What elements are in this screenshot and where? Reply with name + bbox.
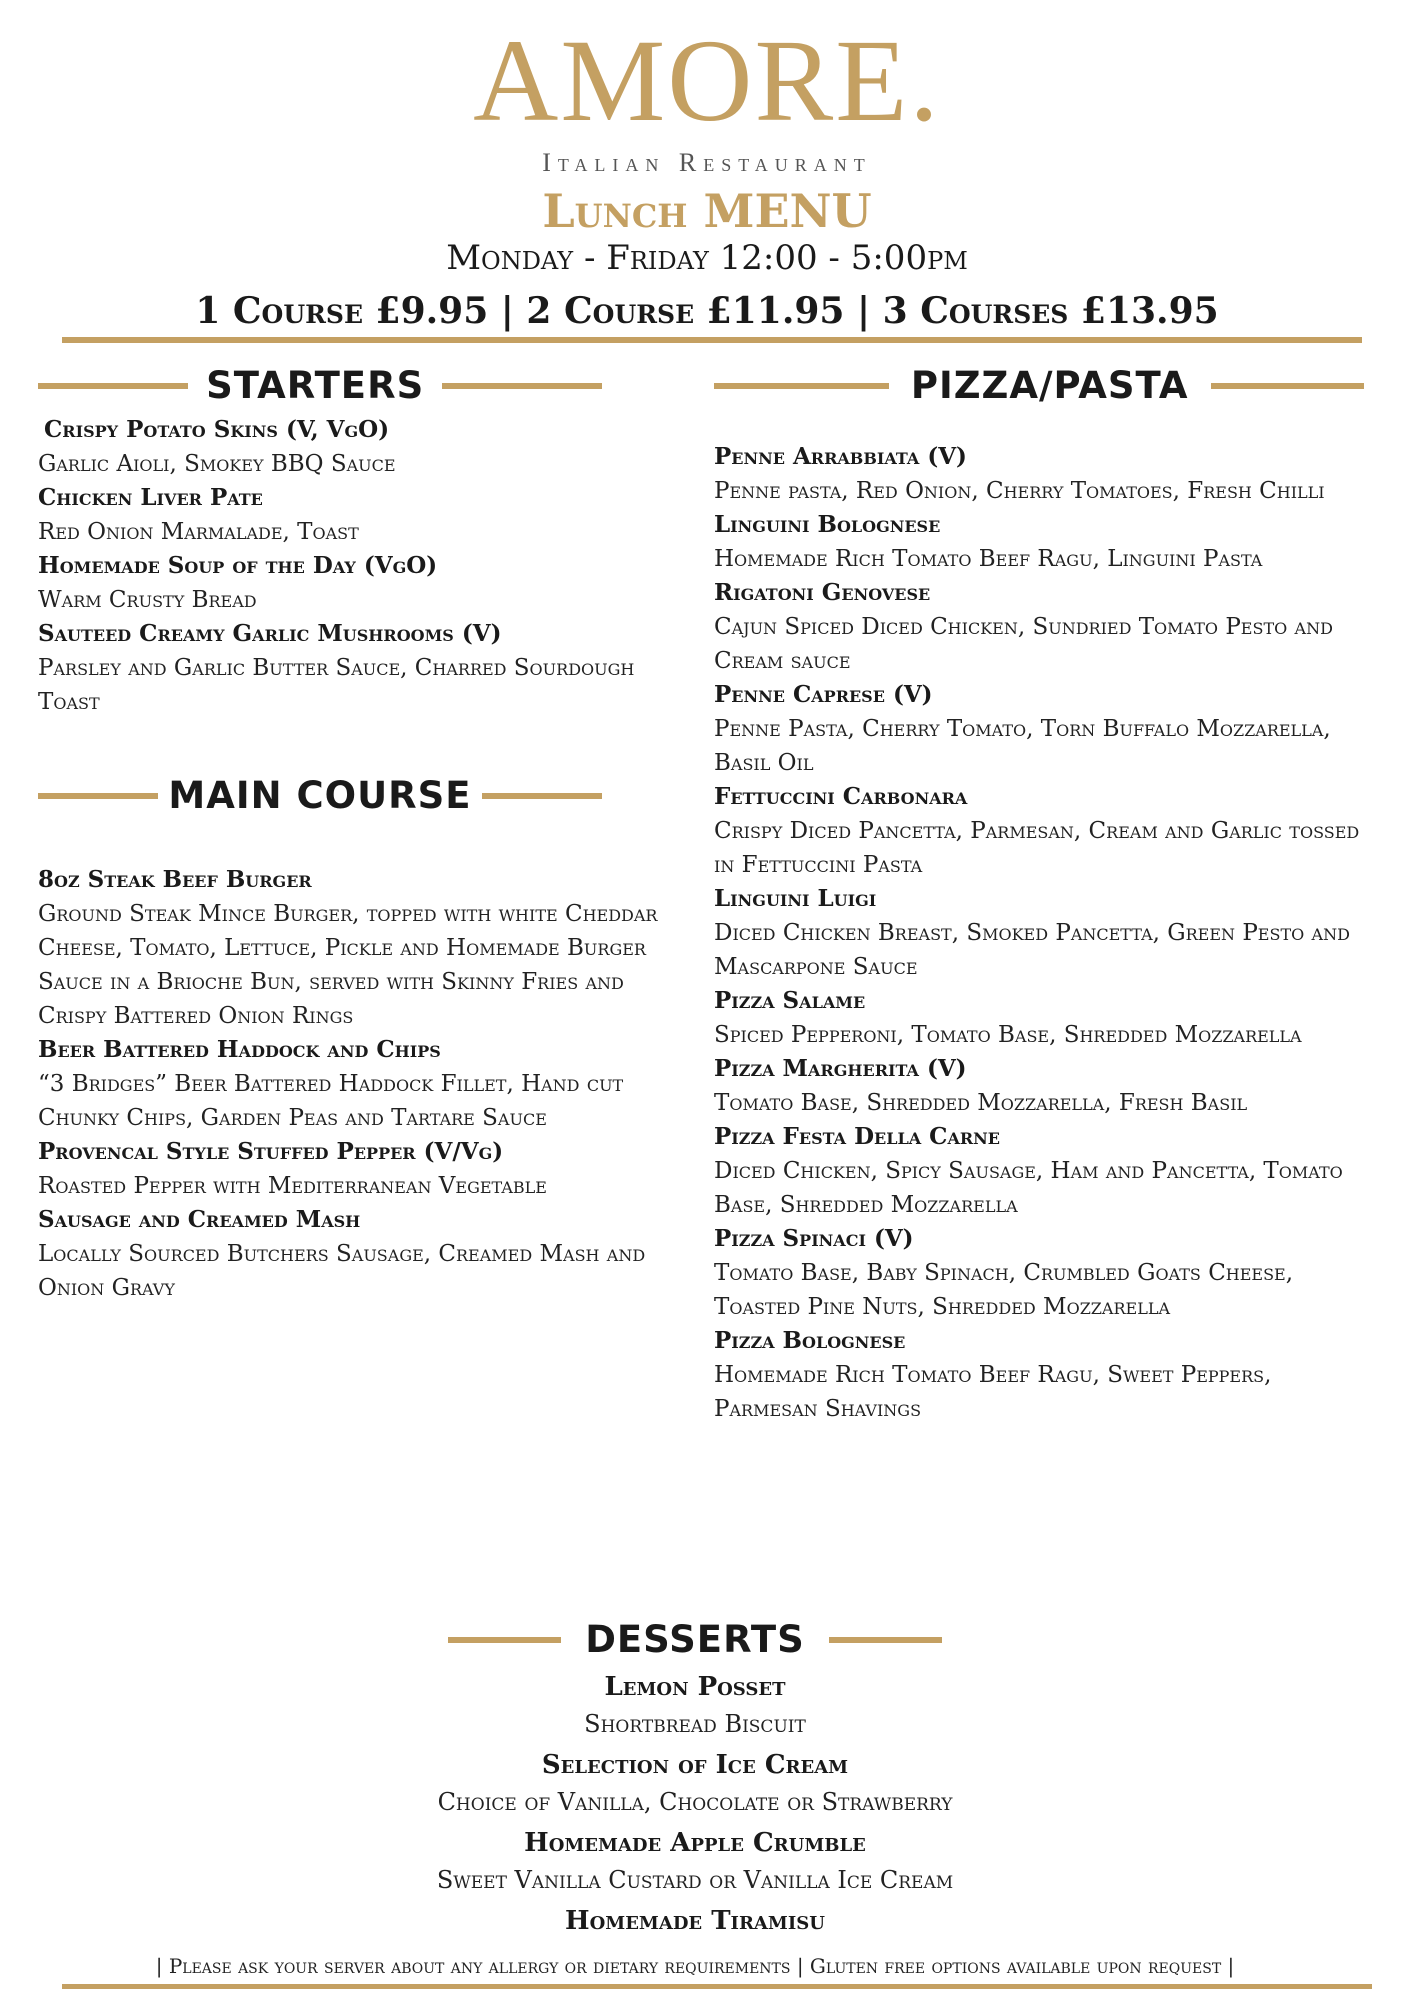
list-item (714, 1052, 1364, 1120)
item-description: Diced Chicken, Spicy Sausage, Ham and Pancetta, Tomato Base, Shredded Mozzarella (714, 1158, 1343, 1218)
restaurant-subtitle: Italian Restaurant (542, 148, 872, 177)
item-description: Spiced Pepperoni, Tomato Base, Shredded Mozzarella (714, 1022, 1302, 1048)
list-item (714, 576, 1364, 678)
starters-title: STARTERS (206, 364, 425, 407)
pizza-pasta-list (714, 440, 1364, 1426)
item-name: Linguini Bolognese (714, 511, 941, 538)
item-name: Sauteed Creamy Garlic Mushrooms (V) (38, 620, 502, 647)
item-description: Tomato Base, Baby Spinach, Crumbled Goats Cheese, Toasted Pine Nuts, Shredded Mozzarella (714, 1260, 1294, 1320)
item-description: Cajun Spiced Diced Chicken, Sundried Tomato Pesto and Cream sauce (714, 614, 1333, 674)
list-item (38, 1135, 658, 1203)
item-description: Crispy Diced Pancetta, Parmesan, Cream and Garlic tossed in Fettuccini Pasta (714, 818, 1360, 878)
header-divider (62, 337, 1362, 343)
starters-heading-bar-right (442, 383, 602, 389)
item-name: Linguini Luigi (714, 885, 877, 912)
allergy-notice: | Please ask your server about any allergy or dietary requirements | Gluten free options available upon request | (155, 1954, 1235, 1978)
desserts-list (0, 1668, 1390, 1940)
list-item (0, 1746, 1390, 1820)
item-description: Tomato Base, Shredded Mozzarella, Fresh Basil (714, 1090, 1248, 1116)
item-description: Parsley and Garlic Butter Sauce, Charred Sourdough Toast (38, 655, 635, 715)
footer-divider (62, 1984, 1372, 1989)
item-name: Lemon Posset (604, 1672, 786, 1702)
starters-list (38, 413, 638, 719)
main-course-list (38, 863, 658, 1305)
list-item (0, 1668, 1390, 1742)
item-name: Pizza Margherita (V) (714, 1055, 967, 1082)
main-course-title: MAIN COURSE (168, 774, 472, 817)
main-course-heading (38, 774, 602, 817)
logo: AMORE. (473, 15, 941, 146)
item-description: Shortbread Biscuit (584, 1710, 806, 1738)
list-item (714, 1324, 1364, 1426)
list-item (0, 1902, 1390, 1940)
item-name: Crispy Potato Skins (V, VgO) (44, 416, 390, 443)
item-name: Homemade Tiramisu (565, 1906, 825, 1936)
list-item (714, 508, 1364, 576)
list-item (38, 1033, 658, 1135)
main-course-heading-bar-left (38, 793, 158, 799)
item-description: Garlic Aioli, Smokey BBQ Sauce (38, 451, 396, 477)
pizza-pasta-heading-bar-right (1211, 383, 1364, 389)
desserts-heading-bar-left (448, 1637, 561, 1643)
starters-heading-bar-left (38, 383, 188, 389)
item-description: Red Onion Marmalade, Toast (38, 519, 359, 545)
item-name: Selection of Ice Cream (541, 1750, 849, 1780)
item-name: 8oz Steak Beef Burger (38, 866, 312, 893)
item-name: Homemade Apple Crumble (524, 1828, 866, 1858)
item-description: Choice of Vanilla, Chocolate or Strawberry (437, 1788, 953, 1816)
list-item (714, 440, 1364, 508)
list-item (38, 549, 638, 617)
item-description: Ground Steak Mince Burger, topped with white Cheddar Cheese, Tomato, Lettuce, Pickle and Homemade Burger Sauce in a Brioche Bun, served with Skinny Fries and Crispy Battered Onion Rings (38, 901, 658, 1029)
item-name: Pizza Salame (714, 987, 866, 1014)
item-description: Homemade Rich Tomato Beef Ragu, Sweet Peppers, Parmesan Shavings (714, 1362, 1272, 1422)
item-description: “3 Bridges” Beer Battered Haddock Fillet, Hand cut Chunky Chips, Garden Peas and Tartare Sauce (38, 1071, 624, 1131)
list-item (38, 617, 638, 719)
item-description: Locally Sourced Butchers Sausage, Creamed Mash and Onion Gravy (38, 1241, 646, 1301)
item-description: Sweet Vanilla Custard or Vanilla Ice Cream (436, 1866, 954, 1894)
pizza-pasta-title: PIZZA/PASTA (910, 364, 1189, 407)
pizza-pasta-heading (714, 364, 1364, 407)
item-description: Penne pasta, Red Onion, Cherry Tomatoes, Fresh Chilli (714, 478, 1325, 504)
item-name: Pizza Festa Della Carne (714, 1123, 1000, 1150)
item-name: Pizza Spinaci (V) (714, 1225, 914, 1252)
item-description: Diced Chicken Breast, Smoked Pancetta, Green Pesto and Mascarpone Sauce (714, 920, 1350, 980)
desserts-heading (448, 1618, 942, 1661)
list-item (714, 1120, 1364, 1222)
list-item (714, 780, 1364, 882)
item-description: Penne Pasta, Cherry Tomato, Torn Buffalo Mozzarella, Basil Oil (714, 716, 1331, 776)
item-name: Sausage and Creamed Mash (38, 1206, 361, 1233)
starters-heading (38, 364, 602, 407)
item-name: Penne Caprese (V) (714, 681, 933, 708)
item-name: Fettuccini Carbonara (714, 783, 968, 810)
item-name: Provencal Style Stuffed Pepper (V/Vg) (38, 1138, 504, 1165)
item-description: Homemade Rich Tomato Beef Ragu, Linguini Pasta (714, 546, 1263, 572)
list-item (714, 678, 1364, 780)
main-course-heading-bar-right (482, 793, 602, 799)
item-name: Chicken Liver Pate (38, 484, 263, 511)
list-item (714, 984, 1364, 1052)
course-prices: 1 Course £9.95 | 2 Course £11.95 | 3 Courses £13.95 (195, 290, 1219, 332)
item-name: Penne Arrabbiata (V) (714, 443, 967, 470)
item-description: Roasted Pepper with Mediterranean Vegetable (38, 1173, 547, 1199)
item-name: Pizza Bolognese (714, 1327, 906, 1354)
item-name: Rigatoni Genovese (714, 579, 931, 606)
list-item (714, 882, 1364, 984)
pizza-pasta-heading-bar-left (714, 383, 889, 389)
list-item (714, 1222, 1364, 1324)
menu-title: Lunch MENU (542, 184, 872, 238)
list-item (0, 1824, 1390, 1898)
opening-hours: Monday - Friday 12:00 - 5:00pm (446, 238, 968, 278)
list-item (38, 863, 658, 1033)
list-item (38, 413, 638, 447)
desserts-title: DESSERTS (585, 1618, 805, 1661)
item-description: Warm Crusty Bread (38, 587, 257, 613)
list-item (38, 1203, 658, 1305)
list-item (38, 447, 638, 549)
item-name: Homemade Soup of the Day (VgO) (38, 552, 438, 579)
item-name: Beer Battered Haddock and Chips (38, 1036, 441, 1063)
desserts-heading-bar-right (829, 1637, 942, 1643)
